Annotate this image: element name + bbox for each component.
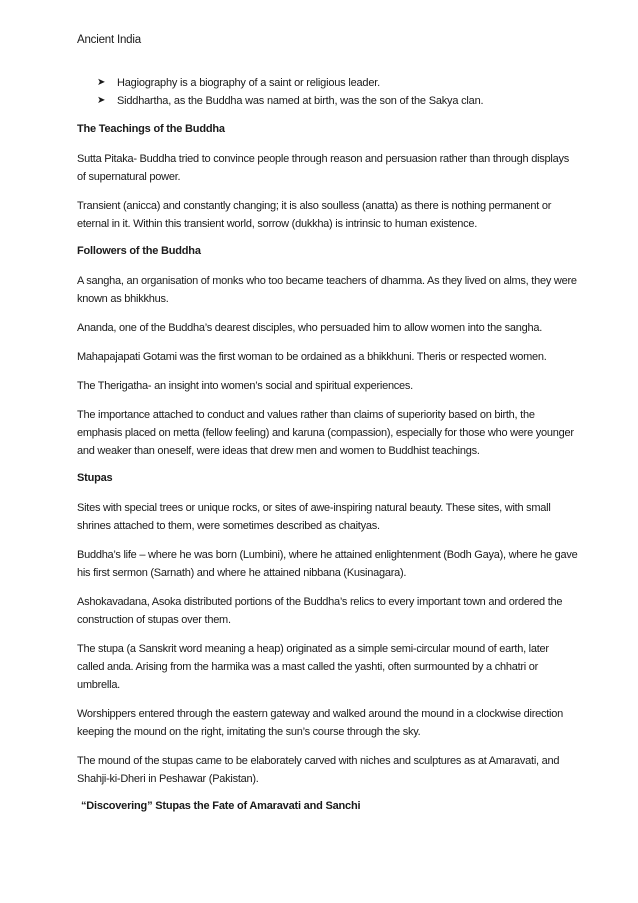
arrow-bullet-icon: ➤ (97, 95, 106, 106)
section-heading-discovering-stupas: “Discovering” Stupas the Fate of Amaravati and Sanchi (81, 800, 361, 812)
paragraph: Mahapajapati Gotami was the first woman to be ordained as a bhikkhuni. Theris or respected women. (77, 351, 547, 363)
paragraph: The stupa (a Sanskrit word meaning a heap) originated as a simple semi-circular mound of earth, later called anda. Arising from the harmika was a mast called the yashti, often surmounted by a chhatri or umbrella. (77, 643, 549, 691)
paragraph: Sites with special trees or unique rocks, or sites of awe-inspiring natural beauty. These sites, with small shrines attached to them, were sometimes described as chaityas. (77, 502, 551, 532)
intro-bullet-list (77, 74, 578, 110)
paragraph: Worshippers entered through the eastern gateway and walked around the mound in a clockwise direction keeping the mound on the right, imitating the sun’s course through the sky. (77, 708, 563, 738)
bullet-item (97, 92, 578, 110)
section-heading-followers: Followers of the Buddha (77, 245, 201, 257)
bullet-text: Hagiography is a biography of a saint or religious leader. (117, 77, 380, 89)
paragraph: Transient (anicca) and constantly changing; it is also soulless (anatta) as there is nothing permanent or eternal in it. Within this transient world, sorrow (dukkha) is intrinsic to human existence. (77, 200, 552, 230)
paragraph: Sutta Pitaka- Buddha tried to convince people through reason and persuasion rather than through displays of supernatural power. (77, 153, 569, 183)
paragraph: The Therigatha- an insight into women’s social and spiritual experiences. (77, 380, 413, 392)
paragraph: Ananda, one of the Buddha’s dearest disciples, who persuaded him to allow women into the sangha. (77, 322, 543, 334)
bullet-item (97, 74, 578, 92)
paragraph: The importance attached to conduct and values rather than claims of superiority based on birth, the emphasis placed on metta (fellow feeling) and karuna (compassion), especially for those who were younger and weaker than oneself, were ideas that drew men and women to Buddhist teachings. (77, 409, 574, 457)
arrow-bullet-icon: ➤ (97, 77, 106, 88)
paragraph: The mound of the stupas came to be elaborately carved with niches and sculptures as at Amaravati, and Shahji-ki-Dheri in Peshawar (Pakistan). (77, 755, 560, 785)
paragraph: Ashokavadana, Asoka distributed portions of the Buddha’s relics to every important town and ordered the construction of stupas over them. (77, 596, 563, 626)
page-header: Ancient India (77, 34, 141, 46)
bullet-text: Siddhartha, as the Buddha was named at birth, was the son of the Sakya clan. (117, 95, 484, 107)
paragraph: A sangha, an organisation of monks who too became teachers of dhamma. As they lived on alms, they were known as bhikkhus. (77, 275, 577, 305)
paragraph: Buddha’s life – where he was born (Lumbini), where he attained enlightenment (Bodh Gaya), where he gave his first sermon (Sarnath) and where he attained nibbana (Kusinagara). (77, 549, 578, 579)
section-heading-teachings: The Teachings of the Buddha (77, 123, 225, 135)
section-heading-stupas: Stupas (77, 472, 113, 484)
